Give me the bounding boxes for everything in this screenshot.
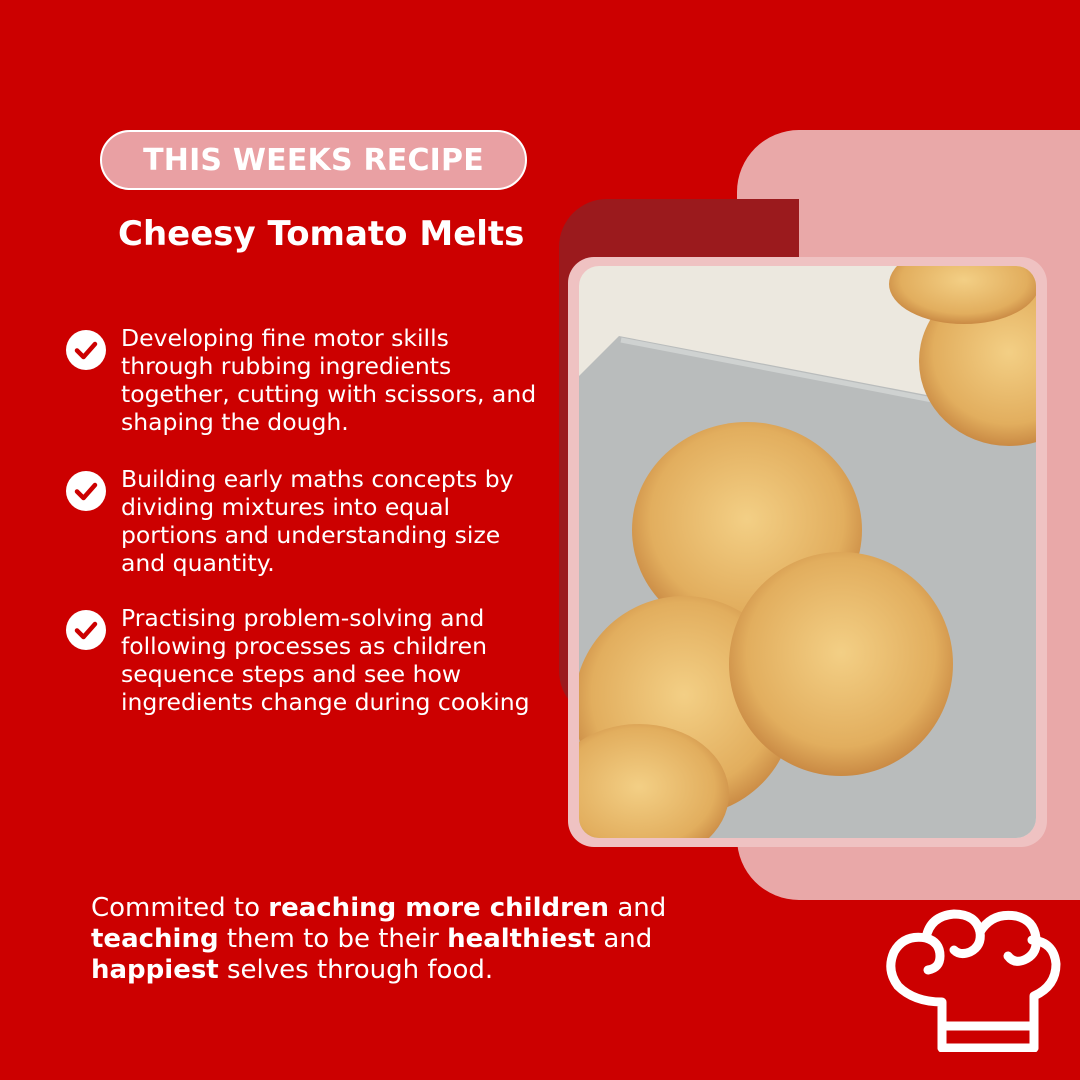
benefit-text: Building early maths concepts by dividing mixtures into equal portions and understanding size and quantity. bbox=[121, 465, 514, 577]
tagline-emphasis: healthiest bbox=[447, 924, 596, 954]
benefit-item bbox=[66, 604, 541, 716]
tagline-text: selves through food. bbox=[218, 955, 494, 985]
recipe-title: Cheesy Tomato Melts bbox=[118, 214, 525, 254]
tagline-emphasis: teaching bbox=[91, 924, 219, 954]
tagline-emphasis: reaching more children bbox=[268, 893, 610, 923]
benefit-text: Practising problem-solving and following processes as children sequence steps and see how ingredients change during cooking bbox=[121, 604, 530, 716]
benefit-item bbox=[66, 324, 541, 436]
chef-hat-logo-icon bbox=[884, 906, 1066, 1052]
cookies-illustration bbox=[579, 266, 1036, 838]
check-circle-icon bbox=[66, 610, 106, 650]
tagline-text: and bbox=[595, 924, 653, 954]
tagline-emphasis: happiest bbox=[91, 955, 219, 985]
this-weeks-recipe-badge bbox=[100, 130, 527, 190]
tagline-text: and bbox=[609, 893, 667, 923]
tagline-text: Commited to bbox=[91, 893, 269, 923]
badge-label: THIS WEEKS RECIPE bbox=[143, 142, 484, 178]
benefit-item bbox=[66, 465, 541, 577]
recipe-photo bbox=[579, 266, 1036, 838]
benefit-text: Developing fine motor skills through rubbing ingredients together, cutting with scissors, and shaping the dough. bbox=[121, 324, 537, 436]
mission-tagline bbox=[91, 893, 731, 986]
check-circle-icon bbox=[66, 330, 106, 370]
tagline-text: them to be their bbox=[218, 924, 448, 954]
check-circle-icon bbox=[66, 471, 106, 511]
